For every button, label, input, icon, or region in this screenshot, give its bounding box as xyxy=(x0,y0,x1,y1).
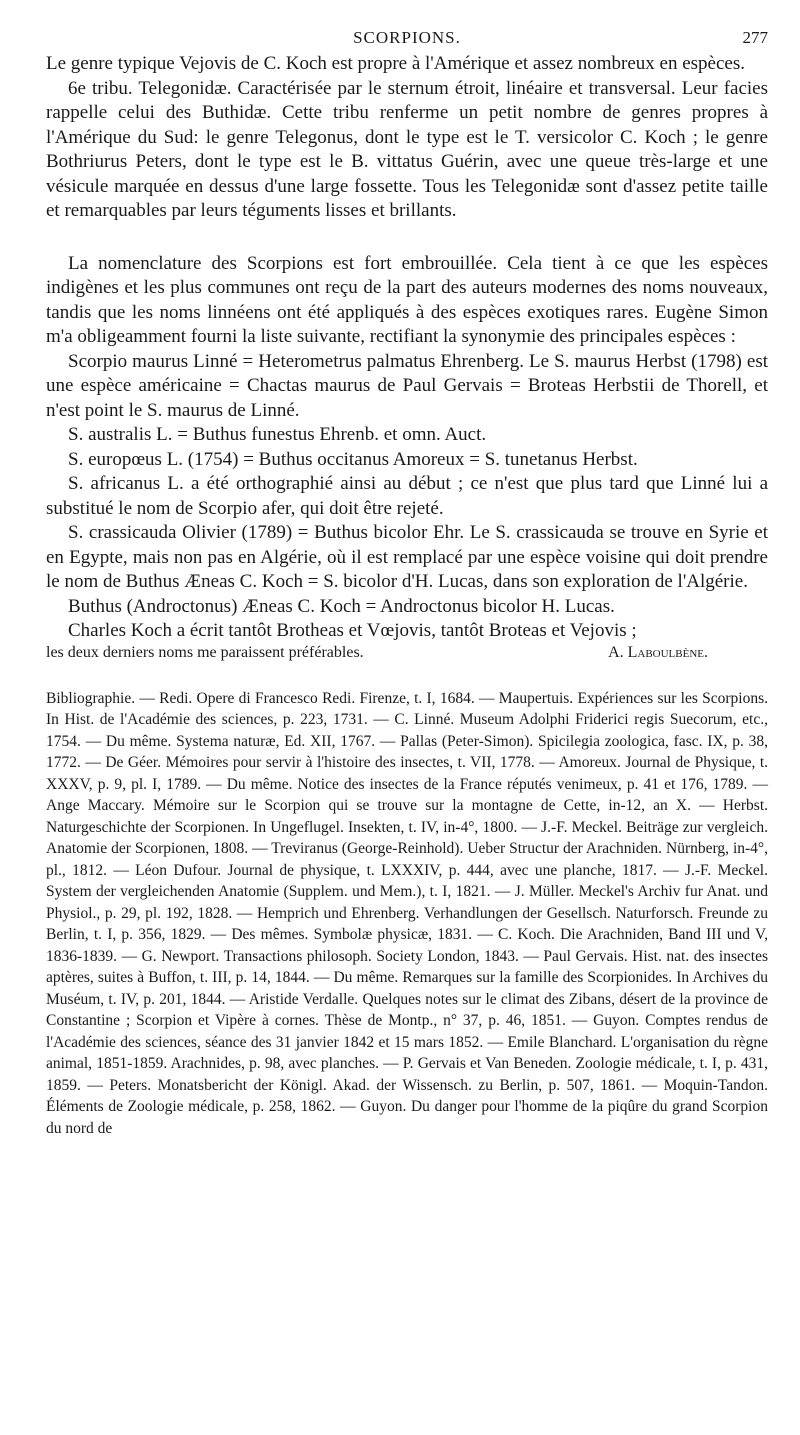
paragraph-crassicauda: S. crassicauda Olivier (1789) = Buthus bicolor Ehr. Le S. crassicauda se trouve en Syrie et en Egypte, mais non pas en Algérie, où il est remplacé par une espèce voisine qui doit prendre le nom de Buthus Æneas C. Koch = S. bicolor d'H. Lucas, dans son exploration de l'Algérie. xyxy=(46,522,768,592)
paragraph-australis: S. australis L. = Buthus funestus Ehrenb. et omn. Auct. xyxy=(68,424,487,445)
running-title: SCORPIONS. xyxy=(353,28,461,47)
signature-line xyxy=(46,644,768,662)
bibliography-separator xyxy=(46,662,768,688)
paragraph-telegonidae: 6e tribu. Telegonidæ. Caractérisée par le sternum étroit, linéaire et transversal. Leur facies rappelle celui des Buthidæ. Cette tribu renferme un petit nombre de genres propres à l'Amérique du Sud: le genre Telegonus, dont le type est le T. versicolor C. Koch ; le genre Bothriurus Peters, dont le type est le B. vittatus Guérin, avec une queue très-large et une vésicule marquée en dessus d'une large fossette. Tous les Telegonidæ sont d'assez petite taille et remarquables par leurs téguments lisses et brillants. xyxy=(46,77,768,221)
section-separator xyxy=(46,224,768,252)
paragraph-vejovis: Le genre typique Vejovis de C. Koch est propre à l'Amérique et assez nombreux en espèces. xyxy=(46,53,745,74)
paragraph-koch: Charles Koch a écrit tantôt Brotheas et Vœjovis, tantôt Broteas et Vejovis ; xyxy=(68,620,637,641)
paragraph-africanus: S. africanus L. a été orthographié ainsi au début ; ce n'est que plus tard que Linné lui a substitué le nom de Scorpio afer, qui doit être rejeté. xyxy=(46,473,768,519)
page-header xyxy=(46,22,768,52)
page-number: 277 xyxy=(742,28,768,47)
body-text xyxy=(46,52,768,662)
bibliography: Bibliographie. — Redi. Opere di Francesco Redi. Firenze, t. I, 1684. — Maupertuis. Expériences sur les Scorpions. In Hist. de l'Académie des sciences, p. 223, 1731. — C. Linné. Museum Adolphi Friderici regis Suecorum, etc., 1754. — Du même. Systema naturæ, Ed. XII, 1767. — Pallas (Peter-Simon). Spicilegia zoologica, fasc. IX, p. 38, 1772. — De Géer. Mémoires pour servir à l'histoire des insectes, t. VII, 1778. — Amoreux. Journal de Physique, t. XXXV, p. 9, pl. I, 1789. — Du même. Notice des insectes de la France réputés venimeux, p. 41 et 176, 1789. — Ange Maccary. Mémoire sur le Scorpion qui se trouve sur la montagne de Cette, in-12, an X. — Herbst. Naturgeschichte der Scorpionen. In Ungeflugel. Insekten, t. IV, in-4°, 1800. — J.-F. Meckel. Beiträge zur vergleich. Anatomie der Scorpionen, 1808. — Treviranus (George-Reinhold). Ueber Structur der Arachniden. Nürnberg, in-4°, pl., 1812. — Léon Dufour. Journal de physique, t. LXXXIV, p. 444, avec une planche, 1817. — J.-F. Meckel. System der vergleichenden Anatomie (Supplem. und Mem.), t. I, 1821. — J. Müller. Meckel's Archiv fur Anat. und Physiol., p. 29, pl. 192, 1828. — Hemprich und Ehrenberg. Verhandlungen der Gesellsch. Naturforsch. Freunde zu Berlin, t. I, p. 356, 1829. — Des mêmes. Symbolæ physicæ, 1831. — C. Koch. Die Arachniden, Band III und V, 1836-1839. — G. Newport. Transactions philosoph. Society London, 1843. — Paul Gervais. Hist. nat. des insectes aptères, suites à Buffon, t. III, p. 14, 1844. — Du même. Remarques sur la famille des Scorpionides. In Archives du Muséum, t. IV, p. 201, 1844. — Aristide Verdalle. Quelques notes sur le climat des Zibans, désert de la province de Constantine ; Scorpion et Vipère à cornes. Thèse de Montp., n° 37, p. 46, 1851. — Guyon. Comptes rendus de l'Académie des sciences, séance des 31 janvier 1842 et 15 mars 1852. — Emile Blanchard. L'organisation du règne animal, 1851-1859. Arachnides, p. 98, avec planches. — P. Gervais et Van Beneden. Zoologie médicale, t. I, p. 431, 1859. — Peters. Monatsbericht der Königl. Akad. der Wissensch. zu Berlin, p. 507, 1861. — Moquin-Tandon. Éléments de Zoologie médicale, p. 258, 1862. — Guyon. Du danger pour l'homme de la piqûre du grand Scorpion du nord de xyxy=(46,689,768,1137)
paragraph-scorpio-maurus: Scorpio maurus Linné = Heterometrus palmatus Ehrenberg. Le S. maurus Herbst (1798) est une espèce américaine = Chactas maurus de Paul Gervais = Broteas Herbstii de Thorell, et n'est point le S. maurus de Linné. xyxy=(46,350,768,421)
page xyxy=(46,22,768,1139)
closing-sentence: les deux derniers noms me paraissent préférables. xyxy=(46,643,364,661)
paragraph-europaeus: S. europœus L. (1754) = Buthus occitanus Amoreux = S. tunetanus Herbst. xyxy=(68,448,638,470)
paragraph-androctonus: Buthus (Androctonus) Æneas C. Koch = Androctonus bicolor H. Lucas. xyxy=(68,595,615,617)
author-signature: A. Laboulbène. xyxy=(608,643,708,661)
paragraph-nomenclature: La nomenclature des Scorpions est fort embrouillée. Cela tient à ce que les espèces indigènes et les plus communes ont reçu de la part des auteurs modernes des noms nouveaux, tandis que les noms linnéens ont été appliqués à des espèces exotiques rares. Eugène Simon m'a obligeamment fourni la liste suivante, rectifiant la synonymie des principales espèces : xyxy=(46,252,768,347)
